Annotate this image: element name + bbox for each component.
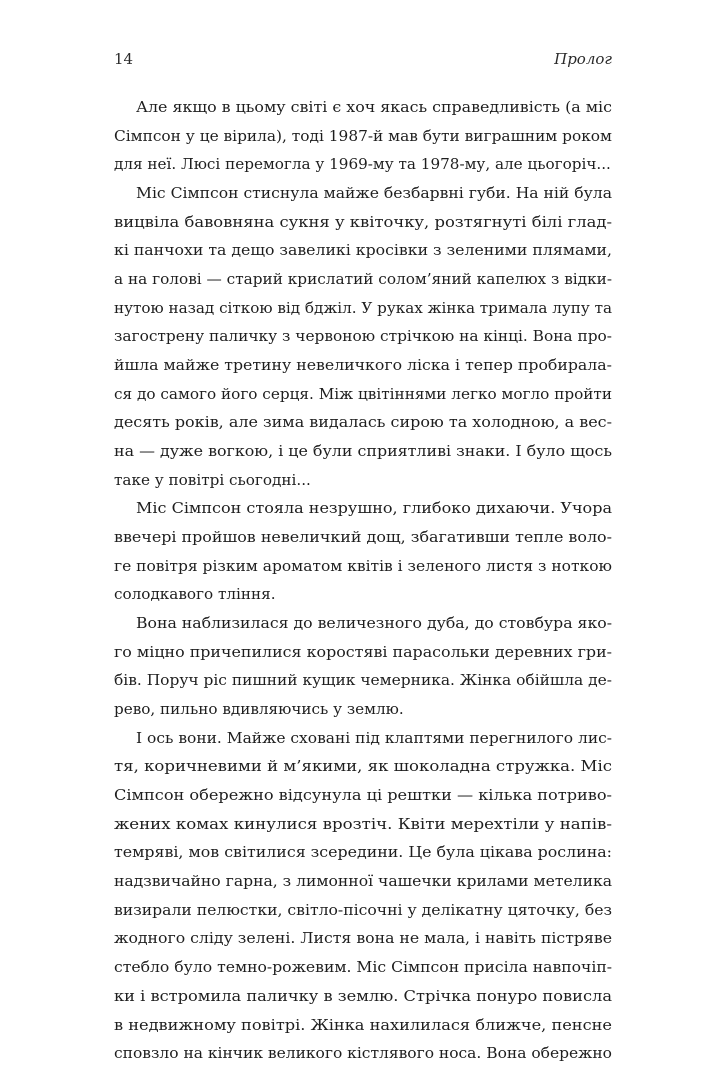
text-line [114, 322, 612, 351]
text-line [114, 580, 612, 609]
text-line-content: ге повітря різким ароматом квітів і зеленого листя з ноткою [114, 556, 612, 575]
text-line [114, 208, 612, 237]
text-line-content: таке у повітрі сьогодні... [114, 470, 311, 489]
text-line [114, 265, 612, 294]
text-line-content: І ось вони. Майже сховані під клаптями перегнилого лис- [136, 728, 613, 747]
text-line [114, 1011, 612, 1040]
text-line [114, 838, 612, 867]
text-line-content: Сімпсон у це вірила), тоді 1987-й мав бути виграшним роком [114, 126, 612, 145]
text-line-content: ся до самого його серця. Між цвітіннями легко могло пройти [114, 384, 613, 403]
text-line-content: Міс Сімпсон стиснула майже безбарвні губи. На ній була [136, 184, 612, 203]
text-line-content: ввечері пройшов невеличкий дощ, збагативши тепле воло- [114, 528, 612, 547]
text-line [114, 437, 612, 466]
text-line-content: сповзло на кінчик великого кістлявого носа. Вона обережно [114, 1044, 612, 1063]
text-line [114, 810, 612, 839]
text-line [114, 150, 612, 179]
text-line-content: надзвичайно гарна, з лимонної чашечки крилами метелика [114, 872, 612, 891]
text-line-content: а на голові — старий крислатий солом’яний капелюх з відки- [114, 270, 612, 289]
text-line [114, 666, 612, 695]
text-line-content: загострену паличку з червоною стрічкою на кінці. Вона про- [114, 327, 612, 346]
text-line-content: Вона наблизилася до величезного дуба, до стовбура яко- [136, 614, 613, 633]
text-line [114, 867, 612, 896]
text-line-content: для неї. Люсі перемогла у 1969-му та 1978-му, але цьогоріч... [114, 155, 611, 174]
text-line-content: жодного сліду зелені. Листя вона не мала, і навіть пістряве [114, 929, 613, 948]
text-line [114, 179, 612, 208]
text-line-content: солодкавого тління. [114, 585, 276, 604]
text-line [114, 122, 612, 151]
text-line [114, 695, 612, 724]
text-line [114, 724, 612, 753]
chapter-running-head: Пролог [554, 50, 612, 68]
text-line [114, 953, 612, 982]
text-line [114, 93, 612, 122]
text-line-content: нутою назад сіткою від бджіл. У руках жінка тримала лупу та [114, 298, 613, 317]
text-line [114, 982, 612, 1011]
text-line [114, 236, 612, 265]
text-line-content: йшла майже третину невеличкого ліска і тепер пробиралa- [114, 356, 612, 375]
text-line-content: в недвижному повітрі. Жінка нахилилася ближче, пенсне [114, 1015, 612, 1034]
page-number: 14 [114, 50, 134, 68]
text-line [114, 552, 612, 581]
text-line-content: кі панчохи та дещо завеликі кросівки з зеленими плямами, [114, 241, 613, 260]
text-line [114, 466, 612, 495]
text-line-content: темряві, мов світилися зсередини. Це була цікава рослина: [114, 843, 612, 862]
text-line [114, 781, 612, 810]
text-line [114, 494, 612, 523]
text-line [114, 294, 612, 323]
text-line [114, 408, 612, 437]
text-line [114, 351, 612, 380]
text-line-content: бів. Поруч ріс пишний кущик чемерника. Жінка обійшла де- [114, 671, 612, 690]
text-line [114, 609, 612, 638]
text-line-content: на — дуже вогкою, і це були сприятливі знаки. І було щось [114, 442, 613, 461]
text-line-content: тя, коричневими й м’якими, як шоколадна стружка. Міс [114, 757, 613, 776]
text-line [114, 638, 612, 667]
text-line-content: десять років, але зима видалась сирою та холодною, а вес- [114, 413, 612, 432]
text-line [114, 896, 612, 925]
text-line [114, 523, 612, 552]
text-line [114, 752, 612, 781]
text-line-content: вицвіла бавовняна сукня у квіточку, розтягнуті білі глад- [114, 212, 612, 231]
text-line [114, 380, 612, 409]
text-line [114, 1039, 612, 1068]
text-line-content: стебло було темно-рожевим. Міс Сімпсон присіла навпочіп- [114, 958, 613, 977]
text-line-content: Сімпсон обережно відсунула ці рештки — кілька потриво- [114, 786, 613, 805]
page-header [114, 50, 612, 74]
body-text [114, 93, 612, 1068]
text-line-content: Але якщо в цьому світі є хоч якась справедливість (а міс [136, 98, 612, 116]
text-line-content: го міцно причепилися коростяві парасольки деревних гри- [114, 642, 613, 661]
text-line-content: Міс Сімпсон стояла незрушно, глибоко дихаючи. Учора [136, 499, 612, 518]
text-line-content: визирали пелюстки, світло-пісочні у делікатну цяточку, без [114, 900, 613, 919]
text-line [114, 924, 612, 953]
text-line-content: ки і встромила паличку в землю. Стрічка понуро повисла [114, 986, 613, 1005]
text-line-content: жених комах кинулися врозтіч. Квіти мерехтіли у напів- [114, 814, 613, 833]
text-line-content: рево, пильно вдивляючись у землю. [114, 700, 404, 719]
